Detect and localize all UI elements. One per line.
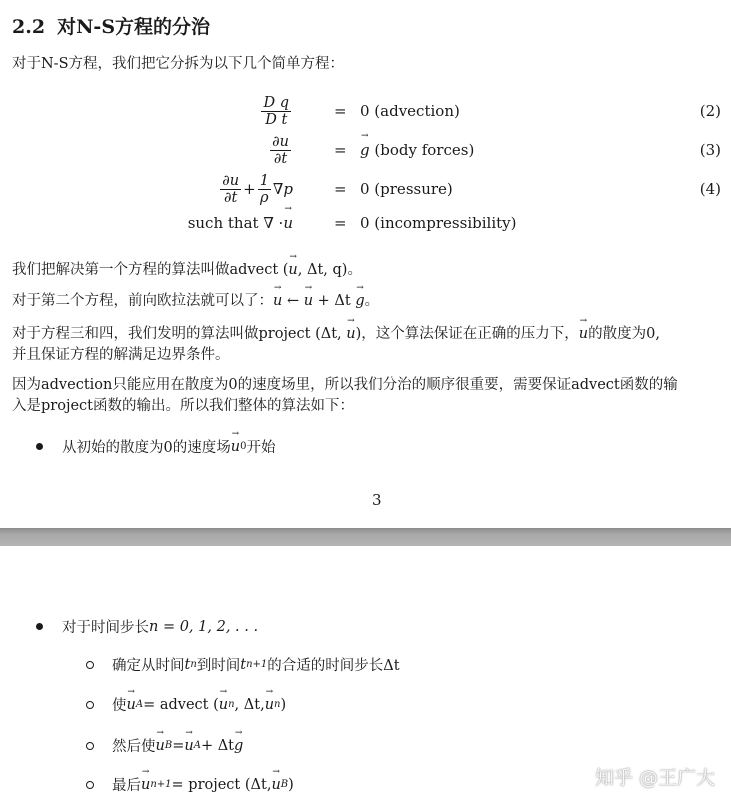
intro-paragraph: 对于N-S方程，我们把它分拆为以下几个简单方程： [12, 56, 345, 72]
equation-pressure: $\frac{\partial u}{\partial t}$ + $\frac{1}{\rho}$ ∇p = 0 (pressure) (4) [222, 172, 721, 206]
bullet-time-steps: 对于时间步长 n = 0, 1, 2, . . . [62, 618, 259, 636]
bullet-initial-field: 从初始的散度为0的速度场 → u 0 开始 [62, 436, 275, 457]
paragraph-advect: 我们把解决第一个方程的算法叫做advect (→ u, Δt, q)。 [12, 258, 362, 279]
paragraph-project: 对于方程三和四，我们发明的算法叫做project (Δt, → u)，这个算法保证在正确的压力下，→ u的散度为0, [12, 322, 660, 343]
section-title: 对N-S方程的分治 [57, 16, 211, 38]
zhihu-watermark: 知乎 @王广大 [594, 767, 715, 789]
equation-number: (4) [699, 180, 721, 198]
paragraph-euler: 对于第二个方程，前向欧拉法就可以了：→ u ← → u + Δt → g。 [12, 289, 379, 310]
sub-bullet-timestep: 确定从时间 t n 到时间 t n+1 的合适的时间步长Δt [112, 656, 400, 674]
sub-bullet-project: 最后 → u n+1 = project (Δt, → u B ) [112, 774, 294, 795]
paragraph-order-line1: 因为advection只能应用在散度为0的速度场里，所以我们分治的顺序很重要，需要保证advect函数的输 [12, 377, 678, 393]
paragraph-order-line2: 入是project函数的输出。所以我们整体的算法如下： [12, 398, 354, 414]
sub-bullet-ring [86, 661, 94, 669]
sub-bullet-ring [86, 742, 94, 750]
equation-number: (3) [699, 141, 721, 159]
bullet-dot [36, 623, 43, 630]
equation-body-forces: $\frac{\partial u}{\partial t}$ = → g (body forces) (3) [0, 133, 731, 167]
equation-incompressibility: such that ∇ · → u = 0 (incompressibility) [0, 206, 731, 240]
page-separator [0, 528, 731, 546]
sub-bullet-ring [86, 781, 94, 789]
paragraph-project-cont: 并且保证方程的解满足边界条件。 [12, 347, 230, 363]
section-heading: 2.2 对N-S方程的分治 [12, 16, 211, 38]
equation-advection: $\frac{\text{D q}}{\text{D t}}$ = 0 (advection) (2) [263, 94, 721, 128]
equation-number: (2) [699, 102, 721, 120]
page-number: 3 [372, 491, 382, 509]
sub-bullet-advect: 使 → u A = advect ( → u n , Δt, → u n ) [112, 694, 286, 715]
sub-bullet-ring [86, 701, 94, 709]
bullet-dot [36, 443, 43, 450]
sub-bullet-body-forces: 然后使 → u B = → u A + Δt → g [112, 735, 243, 756]
